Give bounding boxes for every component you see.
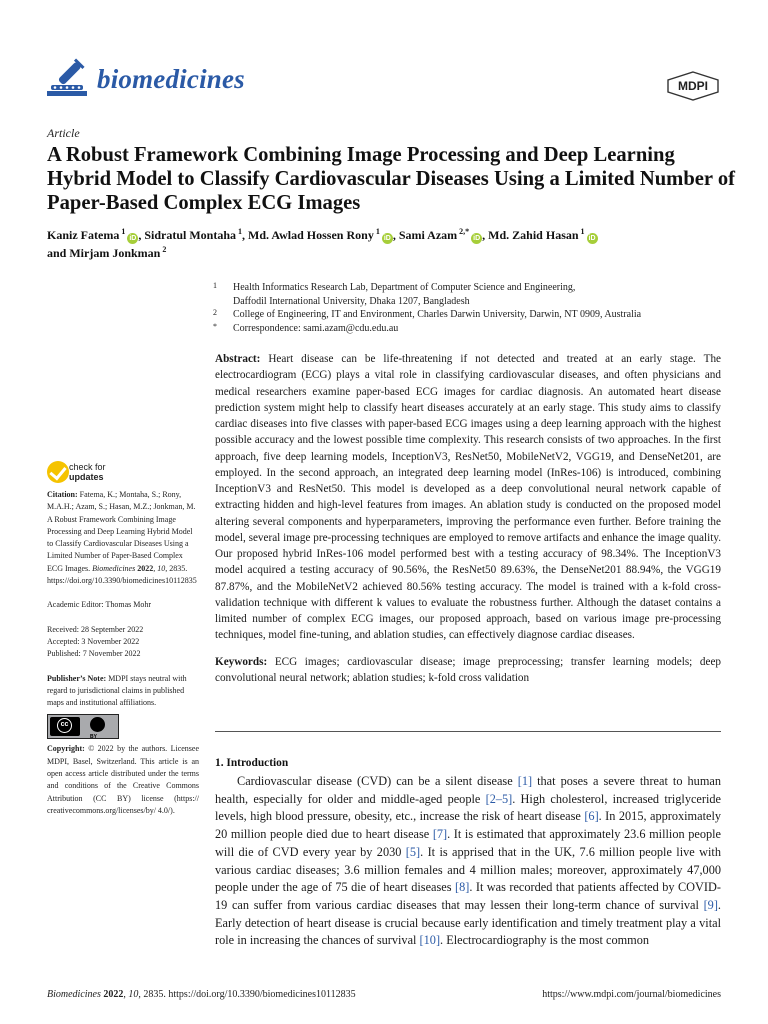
check-updates-line1: check for	[69, 462, 106, 472]
academic-editor: Academic Editor: Thomas Mohr	[47, 600, 152, 610]
affiliation-number: 2	[213, 308, 217, 317]
check-icon	[47, 461, 69, 483]
intro-text: . Electrocardiography is the most common	[440, 933, 650, 948]
author-affiliation-marker: 1	[373, 227, 380, 236]
keywords-text: ECG images; cardiovascular disease; image preprocessing; transfer learning models; deep convolutional neural network; ablation studies; k-fold cross validation	[215, 655, 722, 684]
citation-journal: Biomedicines	[92, 563, 136, 573]
published-date: Published: 7 November 2022	[47, 649, 141, 659]
article-title: A Robust Framework Combining Image Processing and Deep Learning Hybrid Model to Classify Cardiovascular Diseases Using a Limited Number of Paper-Based Complex ECG Images	[47, 144, 735, 214]
intro-text: . It is estimated that approximately 23.6 million people will die of CVD every year by 2030	[215, 827, 721, 859]
citation-link[interactable]: [6]	[584, 809, 599, 824]
citation-link[interactable]: [10]	[419, 933, 441, 948]
footer-citation: Biomedicines 2022, 10, 2835. https://doi.org/10.3390/biomedicines10112835	[47, 989, 356, 1000]
author-name[interactable]: Sidratul Montaha	[144, 228, 237, 242]
orcid-icon[interactable]: iD	[129, 235, 137, 242]
affiliation-item	[213, 308, 733, 322]
citation-block: Citation: Fatema, K.; Montaha, S.; Rony, M.A.H.; Azam, S.; Hasan, M.Z.; Jonkman, M. A Robust Framework Combining Image Processing and Deep Learning Hybrid Model to Classify Cardiovascular Diseases Using a Limited Number of Paper-Based Complex ECG Images. Biomedicines 2022, 10, 2835. https://doi.org/10.3390/biomedicines10112835	[47, 489, 199, 587]
author-name[interactable]: Sami Azam	[398, 228, 458, 242]
author-name[interactable]: Md. Zahid Hasan	[488, 228, 579, 242]
orcid-icon[interactable]: iD	[383, 235, 391, 242]
copyright-notice	[47, 743, 199, 817]
author-affiliation-marker: 2,*	[457, 227, 470, 236]
sidebar	[47, 489, 199, 817]
citation-link[interactable]: [1]	[517, 774, 533, 788]
intro-text: . It is apprised that in the UK, 7.6 million people live with various cardiac diseases; 3.6 million females and 4 million males; moreover, approximately 47,000 people under the age of 75 die of heart diseases	[215, 844, 721, 895]
intro-text: . Early detection of heart disease is crucial because early identification and timely treatment play a vital role in increasing the chances of survival	[215, 897, 721, 948]
intro-text: . High cholesterol, increased triglyceride levels, high blood pressure, obesity, etc., increase the risk of heart disease	[215, 791, 721, 824]
affiliation-item	[213, 281, 733, 308]
citation-year: 2022	[137, 563, 154, 573]
abstract-section	[215, 351, 721, 686]
intro-text: . It was recorded that patients affected by COVID-19 can suffer from various cardiac diseases that may lessen their long-term chance of survival	[215, 880, 721, 912]
affiliations	[213, 281, 733, 335]
journal-name[interactable]: biomedicines	[97, 64, 245, 94]
dates-block	[47, 624, 199, 661]
citation-volume: 10	[157, 563, 166, 573]
publisher-note-label: Publisher’s Note:	[47, 673, 107, 683]
keywords-paragraph	[215, 654, 721, 687]
received-date: Received: 28 September 2022	[47, 624, 144, 634]
footer-year: 2022	[103, 989, 124, 1000]
citation-link[interactable]: [7]	[432, 827, 448, 842]
author-affiliation-marker: 1	[578, 227, 585, 236]
intro-text: Cardiovascular disease (CVD) can be a silent disease	[237, 774, 518, 788]
affiliation-line: College of Engineering, IT and Environment, Charles Darwin University, Darwin, NT 0909, Australia	[233, 309, 642, 320]
citation-label: Citation:	[47, 490, 78, 499]
affiliation-line: Correspondence: sami.azam@cdu.edu.au	[233, 322, 399, 334]
intro-paragraph	[215, 773, 721, 950]
copyright-label: Copyright:	[47, 744, 85, 754]
citation-link[interactable]: [2–5]	[485, 791, 513, 806]
cc-by-license-badge[interactable]	[47, 714, 119, 739]
journal-logo-icon	[45, 58, 89, 102]
author-affiliation-marker: 1	[119, 227, 126, 236]
citation-link[interactable]: [9]	[703, 897, 718, 912]
citation-doi-link[interactable]: https://doi.org/10.3390/biomedicines10112835	[47, 576, 197, 586]
intro-text: that poses a severe threat to human health, especially for older and middle-aged people	[215, 774, 721, 806]
footer-journal-url[interactable]: https://www.mdpi.com/journal/biomedicines	[542, 989, 721, 1000]
intro-heading: 1. Introduction	[215, 757, 289, 769]
author-list: Kaniz Fatema $^1$iD , Sidratul Montaha $^1$, Md. Awlad Hossen Rony $^1$iD , Sami Azam $^{2,*}$iD , Md. Zahid Hasan $^1$iD and Mirjam Jonkman $^2$	[47, 227, 596, 260]
author-name[interactable]: Md. Awlad Hossen Rony	[248, 228, 374, 242]
copyright-text: © 2022 by the authors. Licensee MDPI, Basel, Switzerland. This article is an open access article distributed under the terms and conditions of the Creative Commons Attribution (CC BY) license (https:// creativecommons.org/licenses/by/ 4.0/).	[47, 744, 200, 815]
abstract-label: Abstract:	[215, 353, 261, 365]
footer-doi-link[interactable]: , 2835. https://doi.org/10.3390/biomedicines10112835	[138, 989, 356, 1000]
affiliation-number: 1	[213, 281, 217, 290]
accepted-date: Accepted: 3 November 2022	[47, 636, 140, 646]
author-affiliation-marker: 1	[236, 227, 243, 236]
publisher-note-text: MDPI stays neutral with regard to jurisdictional claims in published maps and institutional affiliations.	[47, 673, 187, 708]
footer-volume: 10	[128, 989, 139, 1000]
author-name[interactable]: and Mirjam Jonkman	[47, 246, 161, 260]
check-for-updates-button[interactable]	[47, 461, 147, 487]
article-type: Article	[47, 126, 80, 140]
citation-link[interactable]: [5]	[405, 844, 421, 859]
abstract-paragraph	[215, 351, 721, 644]
section-divider	[215, 731, 721, 732]
affiliation-line: Health Informatics Research Lab, Department of Computer Science and Engineering,	[233, 282, 576, 293]
keywords-label: Keywords:	[215, 655, 268, 668]
author-affiliation-marker: 2	[160, 245, 167, 254]
affiliation-number: *	[213, 321, 217, 331]
affiliation-line: Daffodil International University, Dhaka 1207, Bangladesh	[233, 295, 470, 307]
orcid-icon[interactable]: iD	[473, 235, 481, 242]
intro-text: . In 2015, approximately 20 million people died due to heart disease	[215, 809, 722, 842]
by-label: BY	[90, 734, 97, 741]
publisher-note	[47, 673, 199, 710]
citation-pages: , 2835.	[165, 563, 188, 573]
footer-journal: Biomedicines	[47, 989, 101, 1000]
attribution-icon	[90, 717, 105, 732]
orcid-icon[interactable]: iD	[588, 235, 596, 242]
abstract-text: Heart disease can be life-threatening if not detected and treated at an early stage. The electrocardiogram (ECG) plays a vital role in classifying cardiovascular diseases, and often physicians and medical researchers examine paper-based ECG images for cardiac diagnosis. An automated heart disease prediction system might help to classify heart diseases accurately at an early stage. This study aims to classify cardiac diseases into five classes with paper-based ECG images using a deep learning approach with the highest possible accuracy and the lowest possible time complexity. This research consists of two approaches. In the first approach, five deep learning models, InceptionV3, ResNet50, MobileNetV2, VGG19, and DenseNet201, are employed. In the second approach, an integrated deep learning model (InRes-106) is introduced, combining InceptionV3 and ResNet50. This model is developed as a deep convolutional neural network capable of extracting hidden and high-level features from images. An ablation study is conducted on the proposed model altering several components and hyperparameters, improving the performance even further. Before training the model, several image pre-processing techniques are employed to remove artifacts and enhance the image quality. Our proposed hybrid InRes-106 model performed best with a testing accuracy of 98.34%. The InceptionV3 model acquired a testing accuracy of 90.56%, the ResNet50 89.63%, the DenseNet201 88.94%, the VGG19 87.87%, and the MobileNetV2 achieved 80.56% testing accuracy. The model is trained with a k-fold cross-validation technique with different k values to evaluate the robustness further. Although the dataset contains a limited number of complex ECG images, our proposed approach, based on various image pre-processing techniques, model fine-tuning, and ablation studies, can effectively diagnose cardiac diseases.	[215, 353, 721, 642]
mdpi-label: MDPI	[678, 79, 708, 93]
author-name[interactable]: Kaniz Fatema	[47, 228, 120, 242]
affiliation-item	[213, 322, 733, 336]
check-updates-line2: updates	[69, 472, 104, 482]
citation-link[interactable]: [8]	[454, 880, 470, 895]
cc-icon: cc	[50, 717, 80, 736]
citation-text: Fatema, K.; Montaha, S.; Rony, M.A.H.; Azam, S.; Hasan, M.Z.; Jonkman, M. A Robust Framework Combining Image Processing and Deep Learning Hybrid Model to Classify Cardiovascular Diseases Using a Limited Number of Paper-Based Complex ECG Images.	[47, 490, 196, 573]
